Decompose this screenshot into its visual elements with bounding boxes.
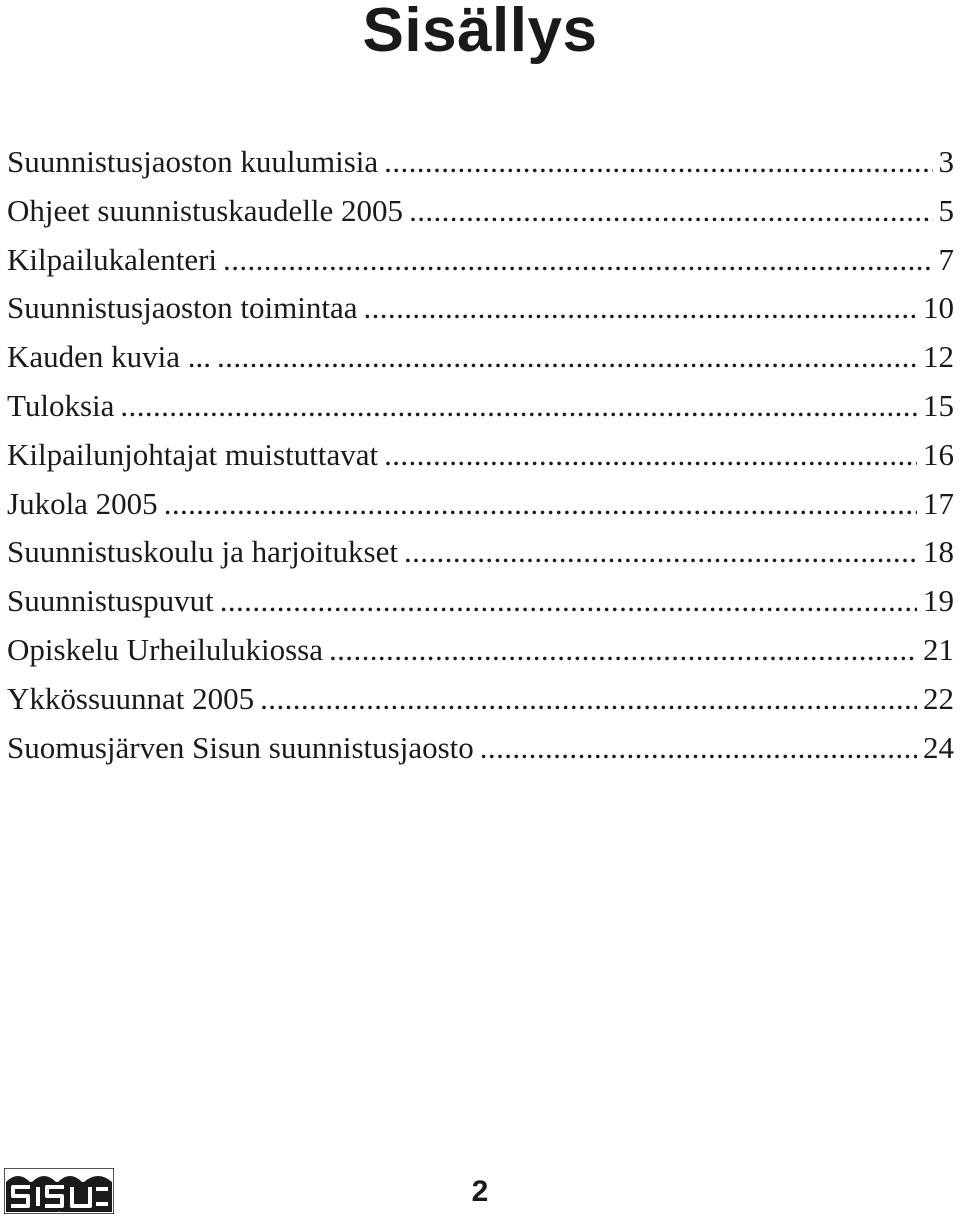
toc-leader-dots xyxy=(409,187,932,236)
toc-leader-dots xyxy=(120,382,917,431)
toc-entry-page: 10 xyxy=(923,290,954,326)
toc-leader-dots xyxy=(329,626,917,675)
page-number: 2 xyxy=(471,1175,489,1208)
sisu-logo xyxy=(4,1168,114,1214)
toc-entry-page: 16 xyxy=(923,436,954,472)
toc-entry[interactable] xyxy=(7,724,954,773)
toc-entry-title: Ohjeet suunnistuskaudelle 2005 xyxy=(7,192,404,228)
toc-entry-page: 5 xyxy=(938,192,954,228)
toc-entry[interactable] xyxy=(7,431,954,480)
toc-leader-dots xyxy=(363,284,917,333)
logo-text: SISU xyxy=(57,1212,61,1213)
toc-leader-dots xyxy=(164,480,917,529)
toc-entry[interactable] xyxy=(7,675,954,724)
toc-leader-dots xyxy=(217,333,917,382)
toc-entry[interactable] xyxy=(7,480,954,529)
toc-entry[interactable] xyxy=(7,236,954,285)
toc-entry[interactable] xyxy=(7,528,954,577)
toc-entry-title: Jukola 2005 xyxy=(7,485,158,521)
toc-entry[interactable] xyxy=(7,577,954,626)
toc-entry-title: Ykkössuunnat 2005 xyxy=(7,680,255,716)
toc-leader-dots xyxy=(384,138,932,187)
toc-entry-page: 21 xyxy=(923,631,954,667)
toc-entry-title: Suunnistuspuvut xyxy=(7,583,214,619)
toc-entry-title: Kilpailukalenteri xyxy=(7,241,218,277)
toc-entry-page: 24 xyxy=(923,729,954,765)
toc-entry-page: 17 xyxy=(923,485,954,521)
toc-entry[interactable] xyxy=(7,138,954,187)
toc-entry[interactable] xyxy=(7,333,954,382)
toc-entry-page: 15 xyxy=(923,387,954,423)
toc-entry-page: 19 xyxy=(923,583,954,619)
toc-entry-title: Suunnistusjaoston toimintaa xyxy=(7,290,358,326)
toc-entry-title: Kauden kuvia ... xyxy=(7,339,212,375)
page-title: Sisällys xyxy=(362,0,598,65)
toc-entry-title: Opiskelu Urheilulukiossa xyxy=(7,631,323,667)
toc-entry-title: Tuloksia xyxy=(7,387,115,423)
toc-leader-dots xyxy=(384,431,917,480)
toc-entry-page: 22 xyxy=(923,680,954,716)
toc-entry-title: Suunnistusjaoston kuulumisia xyxy=(7,144,379,179)
toc-entry[interactable] xyxy=(7,626,954,675)
toc-leader-dots xyxy=(223,236,932,285)
toc-entry-title: Suunnistuskoulu ja harjoitukset xyxy=(7,534,398,570)
toc-leader-dots xyxy=(480,724,917,773)
toc-entry[interactable] xyxy=(7,187,954,236)
toc-leader-dots xyxy=(220,577,917,626)
toc-entry-title: Suomusjärven Sisun suunnistusjaosto xyxy=(7,729,474,765)
toc-entry-page: 18 xyxy=(923,534,954,570)
table-of-contents xyxy=(7,138,954,772)
toc-leader-dots xyxy=(404,528,917,577)
toc-entry-page: 3 xyxy=(938,144,954,179)
toc-entry-page: 7 xyxy=(938,241,954,277)
sisu-logo-icon xyxy=(4,1168,114,1214)
toc-entry-page: 12 xyxy=(923,339,954,375)
toc-leader-dots xyxy=(260,675,917,724)
toc-entry[interactable] xyxy=(7,382,954,431)
toc-entry-title: Kilpailunjohtajat muistuttavat xyxy=(7,436,379,472)
toc-entry[interactable] xyxy=(7,284,954,333)
